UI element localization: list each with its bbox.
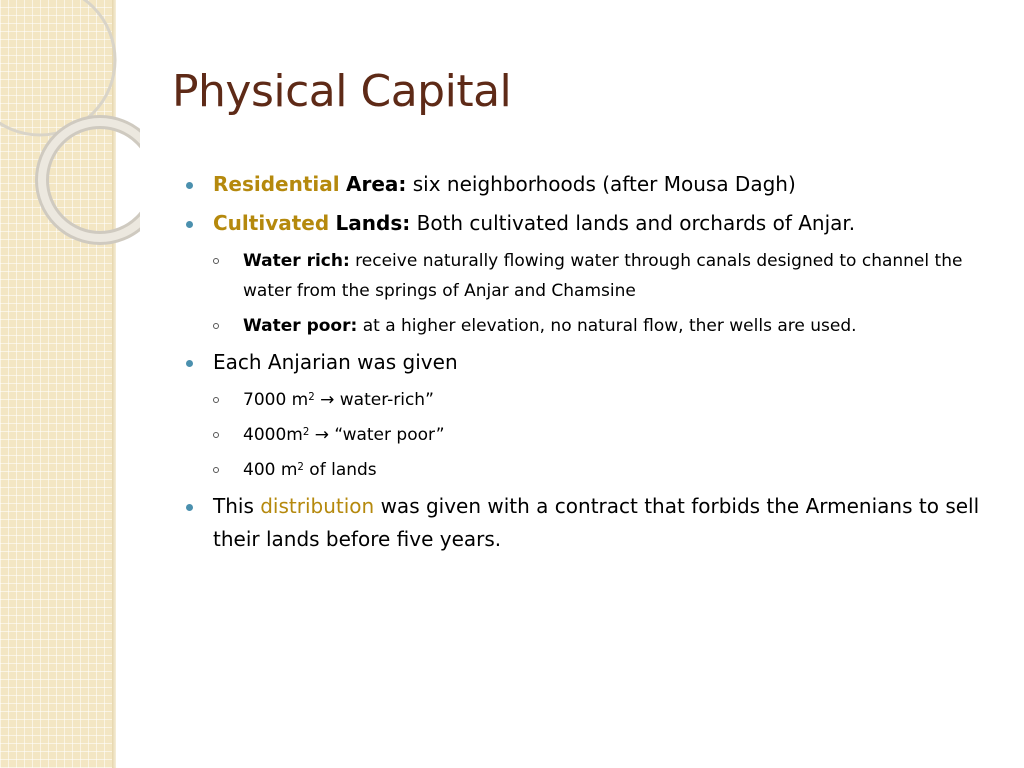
label-water-rich: Water rich: bbox=[243, 251, 350, 271]
text-4000: → “water poor” bbox=[309, 425, 445, 445]
superscript-2: 2 bbox=[302, 426, 310, 438]
superscript-2: 2 bbox=[308, 391, 315, 403]
text-each-anjarian: Each Anjarian was given bbox=[213, 350, 458, 374]
value-400: 400 m bbox=[243, 460, 298, 480]
ring-lower-highlight bbox=[42, 122, 140, 238]
highlight-distribution: distribution bbox=[260, 494, 375, 518]
text-residential: six neighborhoods (after Mousa Dagh) bbox=[406, 172, 796, 196]
text-water-rich: receive naturally flowing water through canals designed to channel the water from the springs of Anjar and Chamsine bbox=[243, 251, 963, 301]
text-water-poor: at a higher elevation, no natural flow, ther wells are used. bbox=[357, 316, 857, 336]
bullet-list bbox=[186, 168, 1006, 562]
slide-title: Physical Capital bbox=[172, 66, 512, 117]
bullet-cultivated bbox=[186, 207, 1006, 240]
subbullet-water-poor bbox=[213, 311, 1006, 341]
bullet-residential bbox=[186, 168, 1006, 201]
highlight-residential: Residential bbox=[213, 172, 340, 196]
subbullet-7000 bbox=[213, 385, 1006, 415]
text-cultivated: Both cultivated lands and orchards of Anjar. bbox=[410, 211, 856, 235]
text-distribution: was given with a contract that forbids the Armenians to sell their lands before five years. bbox=[213, 494, 980, 551]
decorative-rings bbox=[0, 0, 140, 330]
subbullet-4000 bbox=[213, 420, 1006, 450]
label-area: Area: bbox=[345, 172, 407, 196]
ring-upper bbox=[0, 0, 115, 135]
text-this: This bbox=[213, 494, 261, 518]
value-7000: 7000 m bbox=[243, 390, 309, 410]
bullet-each-anjarian bbox=[186, 346, 1006, 379]
value-4000: 4000m bbox=[243, 425, 303, 445]
subbullet-water-rich bbox=[213, 246, 1006, 306]
bullet-distribution bbox=[186, 490, 1006, 556]
text-7000: → water-rich” bbox=[314, 390, 434, 410]
text-400: of lands bbox=[303, 460, 377, 480]
subbullet-400 bbox=[213, 455, 1006, 485]
superscript-2: 2 bbox=[297, 461, 304, 473]
highlight-cultivated: Cultivated bbox=[213, 211, 330, 235]
label-water-poor: Water poor: bbox=[243, 316, 358, 336]
label-lands: Lands: bbox=[335, 211, 411, 235]
